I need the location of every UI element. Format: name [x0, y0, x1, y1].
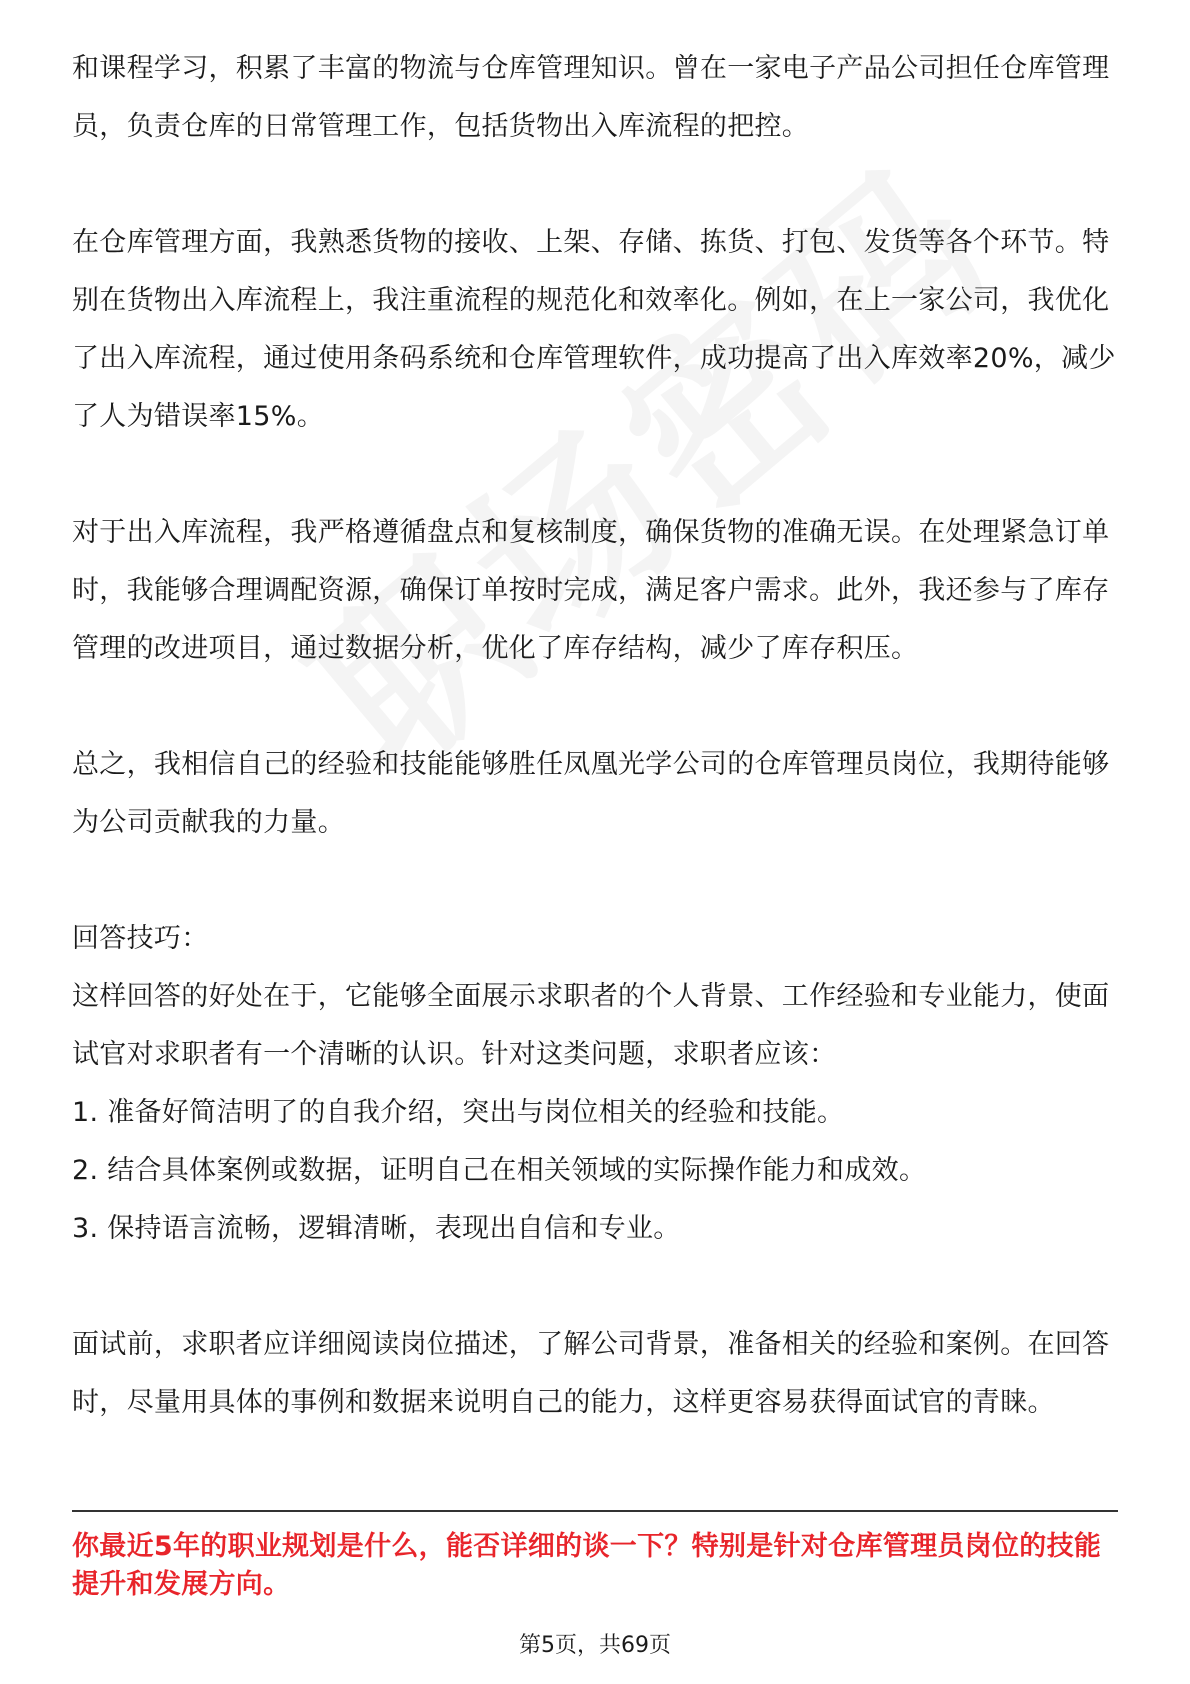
- page-number: 第5页，共69页: [519, 1633, 671, 1658]
- list-item: 1. 准备好简洁明了的自我介绍，突出与岗位相关的经验和技能。: [72, 1097, 845, 1128]
- tips-list: [72, 1084, 1118, 1258]
- answer-paragraph-warehouse-skills: 在仓库管理方面，我熟悉货物的接收、上架、存储、拣货、打包、发货等各个环节。特别在货物出入库流程上，我注重流程的规范化和效率化。例如，在上一家公司，我优化了出入库流程，通过使用条码系统和仓库管理软件，成功提高了出入库效率20%，减少了人为错误率15%。: [72, 227, 1116, 432]
- answer-paragraph-preparation: 面试前，求职者应详细阅读岗位描述，了解公司背景，准备相关的经验和案例。在回答时，尽量用具体的事例和数据来说明自己的能力，这样更容易获得面试官的青睐。: [72, 1329, 1110, 1418]
- answer-body: [72, 40, 1118, 1432]
- answer-paragraph-summary: 总之，我相信自己的经验和技能能够胜任凤凰光学公司的仓库管理员岗位，我期待能够为公司贡献我的力量。: [72, 749, 1110, 838]
- list-item: 2. 结合具体案例或数据，证明自己在相关领域的实际操作能力和成效。: [72, 1155, 927, 1186]
- answer-paragraph-process: 对于出入库流程，我严格遵循盘点和复核制度，确保货物的准确无误。在处理紧急订单时，我能够合理调配资源，确保订单按时完成，满足客户需求。此外，我还参与了库存管理的改进项目，通过数据分析，优化了库存结构，减少了库存积压。: [72, 517, 1110, 664]
- list-item: 3. 保持语言流畅，逻辑清晰，表现出自信和专业。: [72, 1213, 681, 1244]
- tips-heading: 回答技巧：: [72, 923, 209, 954]
- tips-intro: 这样回答的好处在于，它能够全面展示求职者的个人背景、工作经验和专业能力，使面试官对求职者有一个清晰的认识。针对这类问题，求职者应该：: [72, 981, 1110, 1070]
- answer-paragraph-background: 和课程学习，积累了丰富的物流与仓库管理知识。曾在一家电子产品公司担任仓库管理员，负责仓库的日常管理工作，包括货物出入库流程的把控。: [72, 53, 1110, 142]
- section-divider: [72, 1510, 1118, 1512]
- next-question-heading: 你最近5年的职业规划是什么，能否详细的谈一下？特别是针对仓库管理员岗位的技能提升和发展方向。: [72, 1531, 1102, 1600]
